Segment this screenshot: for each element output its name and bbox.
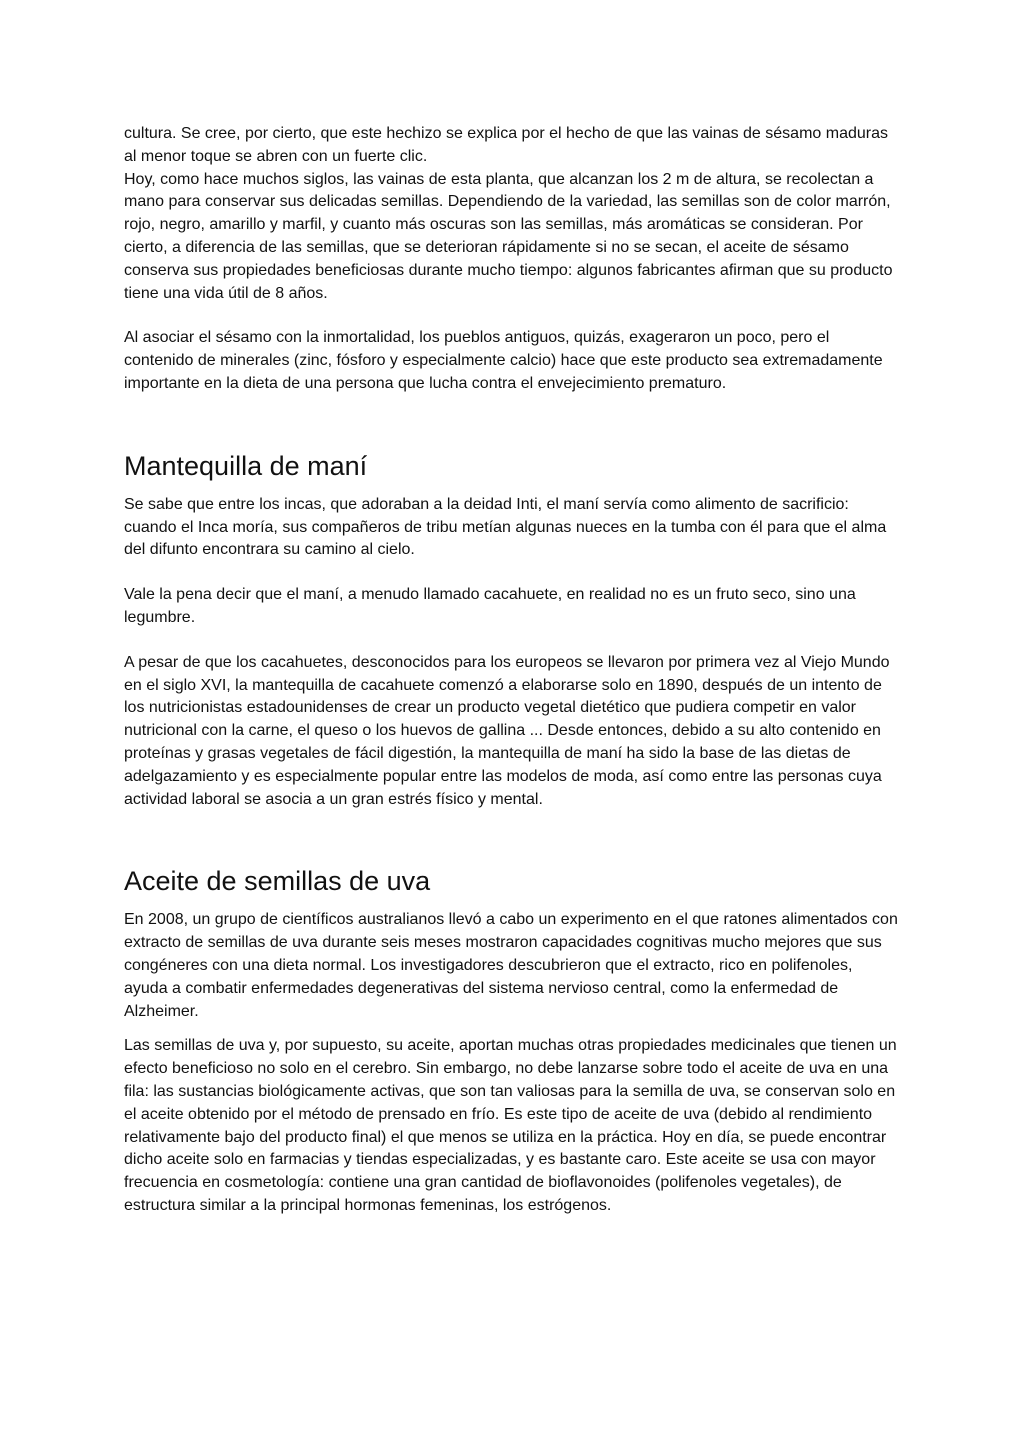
section-heading-peanut: Mantequilla de maní bbox=[124, 450, 368, 481]
paragraph: A pesar de que los cacahuetes, desconocidos para los europeos se llevaron por primera vez al Viejo Mundo en el siglo XVI, la mantequilla de cacahuete comenzó a elaborarse solo en 1890, después de un intento de los nutricionistas estadounidenses de crear un producto vegetal dietético que pudiera competir en valor nutricional con la carne, el queso o los huevos de gallina ... Desde entonces, debido a su alto contenido en proteínas y grasas vegetales de fácil digestión, la mantequilla de maní ha sido la base de las dietas de adelgazamiento y es especialmente popular entre las modelos de moda, así como entre las personas cuya actividad laboral se asocia a un gran estrés físico y mental. bbox=[124, 653, 890, 808]
paragraph: Las semillas de uva y, por supuesto, su aceite, aportan muchas otras propiedades medicinales que tienen un efecto beneficioso no solo en el cerebro. Sin embargo, no debe lanzarse sobre todo el aceite de uva en una fila: las sustancias biológicamente activas, que son tan valiosas para la semilla de uva, se conservan solo en el aceite obtenido por el método de prensado en frío. Es este tipo de aceite de uva (debido al rendimiento relativamente bajo del producto final) el que menos se utiliza en la práctica. Hoy en día, se puede encontrar dicho aceite solo en farmacias y tiendas especializadas, y es bastante caro. Este aceite se usa con mayor frecuencia en cosmetología: contiene una gran cantidad de bioflavonoides (polifenoles vegetales), de estructura similar a la principal hormonas femeninas, los estrógenos. bbox=[124, 1037, 897, 1214]
document-page bbox=[124, 123, 900, 1218]
paragraph: Se sabe que entre los incas, que adoraban a la deidad Inti, el maní servía como alimento de sacrificio: cuando el Inca moría, sus compañeros de tribu metían algunas nueces en la tumba con él para que el alma del difunto encontrara su camino al cielo. bbox=[124, 495, 887, 559]
paragraph: Hoy, como hace muchos siglos, las vainas de esta planta, que alcanzan los 2 m de altura, se recolectan a mano para conservar sus delicadas semillas. Dependiendo de la variedad, las semillas son de color marrón, rojo, negro, amarillo y marfil, y cuanto más oscuras son las semillas, más aromáticas se consideran. Por cierto, a diferencia de las semillas, que se deterioran rápidamente si no se secan, el aceite de sésamo conserva sus propiedades beneficiosas durante mucho tiempo: algunos fabricantes afirman que su producto tiene una vida útil de 8 años. bbox=[124, 170, 893, 302]
paragraph: En 2008, un grupo de científicos australianos llevó a cabo un experimento en el que ratones alimentados con extracto de semillas de uva durante seis meses mostraron capacidades cognitivas mucho mejores que sus congéneres con una dieta normal. Los investigadores descubrieron que el extracto, rico en polifenoles, ayuda a combatir enfermedades degenerativas del sistema nervioso central, como la enfermedad de Alzheimer. bbox=[124, 911, 898, 1020]
paragraph: Al asociar el sésamo con la inmortalidad, los pueblos antiguos, quizás, exageraron un poco, pero el contenido de minerales (zinc, fósforo y especialmente calcio) hace que este producto sea extremadamente importante en la dieta de una persona que lucha contra el envejecimiento prematuro. bbox=[124, 329, 883, 392]
paragraph: Vale la pena decir que el maní, a menudo llamado cacahuete, en realidad no es un fruto seco, sino una legumbre. bbox=[124, 586, 856, 626]
paragraph: cultura. Se cree, por cierto, que este hechizo se explica por el hecho de que las vainas de sésamo maduras al menor toque se abren con un fuerte clic. bbox=[124, 125, 888, 165]
section-heading-grape: Aceite de semillas de uva bbox=[124, 866, 431, 897]
